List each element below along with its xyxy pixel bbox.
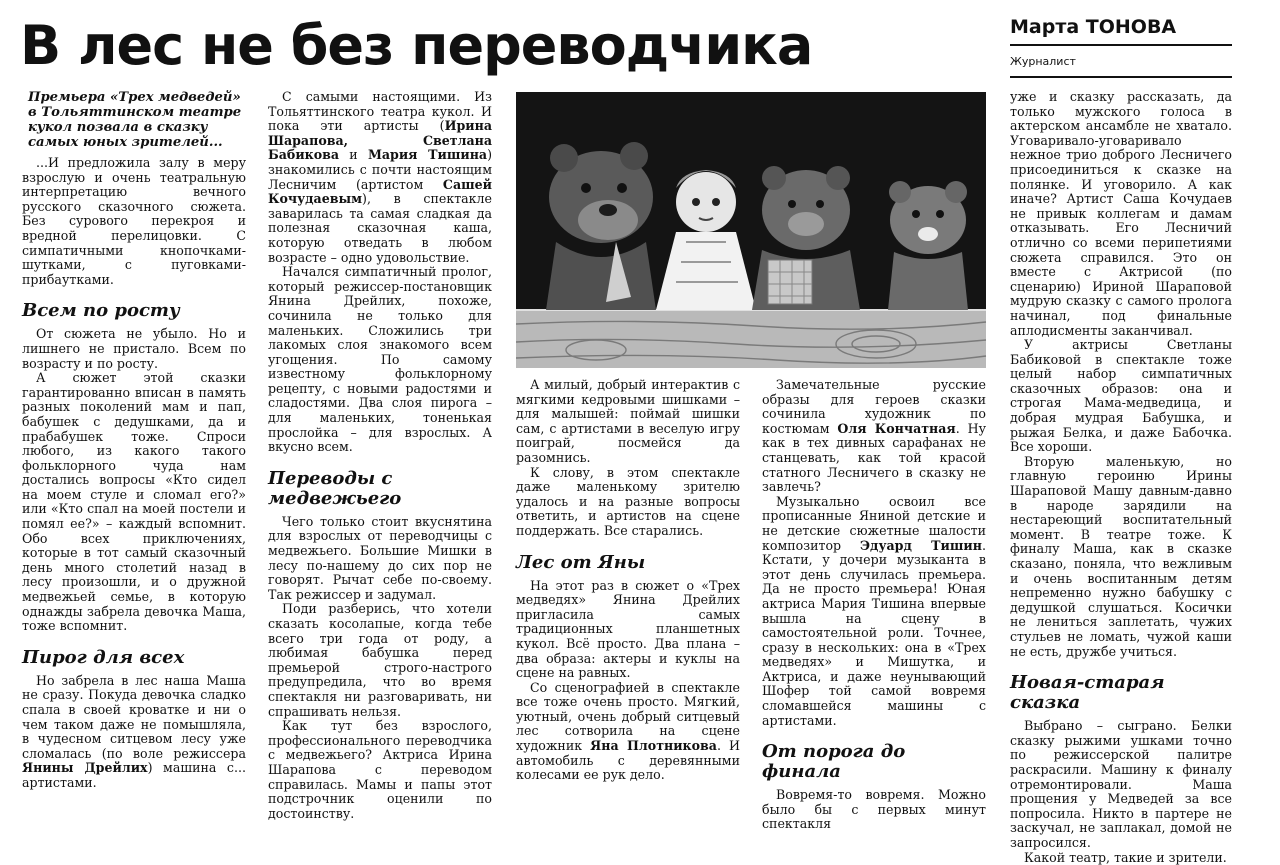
subheading: Всем по росту — [22, 301, 246, 321]
paragraph — [762, 495, 986, 729]
column-3 — [516, 378, 740, 732]
subheading: Переводы с медвежьего — [268, 469, 492, 509]
text-run: ), в спектакле заварилась та самая сладкая да полезная сказочная каша, которую отведать в любом возрасте – одно удовольствие. — [268, 191, 492, 264]
name-bold: Сашей Кочудаевым — [268, 177, 492, 207]
name-bold: Эдуард Тишин — [860, 538, 982, 553]
paragraph: уже и сказку рассказать, да только мужского голоса в актерском ансамбле не хватало. Уговаривало-уговаривало нежное трио доброго Лесничего присоединиться к сказке на полянке. И уговорило. А как иначе? Артист Саша Кочудаев не привык коллегам и дамам отказывать. Его Лесничий отлично со всеми перипетиями сюжета справился. Это он вместе с Актрисой (по сценарию) Ириной Шараповой мудрую сказку с самого пролога начинал, под финальные аплодисменты заканчивал. — [1010, 90, 1232, 338]
name-bold: Яна Плотникова — [590, 738, 717, 753]
column-2 — [268, 90, 492, 732]
paragraph: А милый, добрый интерактив с мягкими кедровыми шишками – для малышей: поймай шишки сам, с артистами в веселую игру поиграй, посмейся да разомнись. — [516, 378, 740, 466]
subheading: От порога до финала — [762, 742, 986, 782]
paragraph — [268, 90, 492, 265]
puppet-photo-illustration — [516, 92, 986, 368]
text-run: . И автомобиль с деревянными колесами ее рук дело. — [516, 738, 740, 782]
paragraph: Начался симпатичный пролог, который режиссер-постановщик Янина Дрейлих, похоже, сочинила не только для маленьких. Сложились три лакомых слоя знакомого всем угощения. По самому известному фольклорному рецепту, с новыми радостями и сладостями. Два слоя пирога – для маленьких, тоненькая прослойка – для взрослых. А вкусно всем. — [268, 265, 492, 455]
text-run: Музыкально освоил все прописанные Яниной детские и не детские сюжетные шалости композитор — [762, 494, 986, 553]
text-run: ) машина с... артистами. — [22, 760, 246, 790]
subheading: Лес от Яны — [516, 553, 740, 573]
paragraph — [22, 674, 246, 791]
text-run: Но забрела в лес наша Маша не сразу. Покуда девочка сладко спала в своей кроватке и ни о чем таком даже не помышляла, в чудесном ситцевом лесу уже сломалась (по воле режиссера — [22, 673, 246, 761]
paragraph: От сюжета не убыло. Но и лишнего не пристало. Всем по возрасту и по росту. — [22, 327, 246, 371]
paragraph — [762, 378, 986, 495]
paragraph: У актрисы Светланы Бабиковой в спектакле тоже целый набор симпатичных сказочных образов: она и строгая Мама-медведица, и добрая мудрая Бабушка, и рыжая Белка, и даже Бабочка. Все хороши. — [1010, 338, 1232, 455]
paragraph — [516, 681, 740, 783]
paragraph: А сюжет этой сказки гарантированно вписан в память разных поколений мам и пап, бабушек с дедушками, да и прабабушек тоже. Спроси любого, из какого такого фольклорного чуда нам достались вопросы «Кто сидел на моем стуле и сломал его?» или «Кто спал на моей постели и помял ее?» – каждый вспомнит. Обо всех приключениях, которые в тот самый сказочный день много столетий назад в лесу произошли, и о дружной медвежьей семье, в которую однажды забрела девочка Маша, тоже вспомнит. — [22, 371, 246, 634]
name-bold: Янины Дрейлих — [22, 760, 148, 775]
paragraph: Как тут без взрослого, профессионального переводчика с медвежьего? Актриса Ирина Шарапова с переводом справилась. Мамы и папы этот подстрочник оценили по достоинству. — [268, 719, 492, 821]
author-block — [1010, 16, 1232, 78]
column-4 — [762, 378, 986, 732]
text-run: . Ну как в тех дивных сарафанах не станцевать, как той красой статного Лесничего в сказку не завлечь? — [762, 421, 986, 494]
lead-paragraph: Премьера «Трех медведей» в Тольяттинском театре кукол позвала в сказку самых юных зрителей... — [28, 90, 246, 150]
paragraph: Чего только стоит вкуснятина для взрослых от переводчицы с медвежьего. Большие Мишки в лесу по-нашему до сих пор не говорят. Рычат себе по-своему. Так режиссер и задумал. — [268, 515, 492, 603]
column-1 — [22, 90, 246, 732]
paragraph: Вовремя-то вовремя. Можно было бы с первых минут спектакля — [762, 788, 986, 832]
text-run: С самыми настоящими. Из Тольяттинского театра кукол. И пока эти артисты ( — [268, 89, 492, 133]
paragraph: Вторую маленькую, но главную героиню Ирины Шараповой Машу давным-давно в народе зарядили на нестареющий воспитательный момент. В театре тоже. К финалу Маша, как в сказке сказано, поняла, что вежливым и очень воспитанным детям непременно нужно бабушку с дедушкой слушаться. Косички не лениться заплетать, чужих стульев не ломать, чужой каши не есть, дружбе учиться. — [1010, 455, 1232, 659]
text-run: ) знакомились с почти настоящим Лесничим (артистом — [268, 147, 492, 191]
puppet-photo — [516, 92, 986, 368]
paragraph: Поди разберись, что хотели сказать косолапые, когда тебе всего три года от роду, а любимая бабушка перед премьерой строго-настрого предупредила, что во время спектакля ни разговаривать, ни спрашивать нельзя. — [268, 602, 492, 719]
headline: В лес не без переводчика — [20, 14, 1000, 78]
column-5 — [1010, 90, 1232, 732]
text-run: и — [339, 147, 368, 162]
author-role: Журналист — [1010, 55, 1232, 78]
paragraph: К слову, в этом спектакле даже маленькому зрителю удалось и на разные вопросы ответить, и артистов на сцене поддержать. Все старались. — [516, 466, 740, 539]
paragraph: ...И предложила залу в меру взрослую и очень театральную интерпретацию вечного русского сказочного сюжета. Без сурового перекроя и вредной перелицовки. С симпатичными кнопочками-шутками, с пуговками-прибаутками. — [22, 156, 246, 287]
paragraph: Какой театр, такие и зрители. — [1010, 851, 1232, 865]
paragraph: На этот раз в сюжет о «Трех медведях» Янина Дрейлих пригласила самых традиционных планшетных кукол. Всё просто. Два плана – два образа: актеры и куклы на сцене на равных. — [516, 579, 740, 681]
subheading: Новая-старая сказка — [1010, 673, 1232, 713]
text-run: Со сценографией в спектакле все тоже очень просто. Мягкий, уютный, очень добрый ситцевый лес сотворила на сцене художник — [516, 680, 740, 753]
text-run: Замечательные русские образы для героев сказки сочинила художник по костюмам — [762, 377, 986, 436]
name-bold: Оля Кончатная — [837, 421, 955, 436]
text-run: . Кстати, у дочери музыканта в этот день случилась премьера. Да не просто премьера! Юная актриса Мария Тишина впервые вышла на сцену в самостоятельной роли. Точнее, сразу в нескольких: она в «Трех медведях» и Мишутка, и Актриса, и даже неунывающий Шофер той самой вовремя сломавшейся машины с артистами. — [762, 538, 986, 728]
author-name: Марта ТОНОВА — [1010, 16, 1232, 46]
paragraph: Выбрано – сыграно. Белки сказку рыжими ушками точно по режиссерской палитре раскрасили. Машину к финалу отремонтировали. Маша прощения у Медведей за все попросила. Никто в партере не заскучал, не заплакал, домой не запросился. — [1010, 719, 1232, 850]
name-bold: Ирина Шарапова, Светлана Бабикова — [268, 118, 492, 162]
name-bold: Мария Тишина — [368, 147, 487, 162]
subheading: Пирог для всех — [22, 648, 246, 668]
